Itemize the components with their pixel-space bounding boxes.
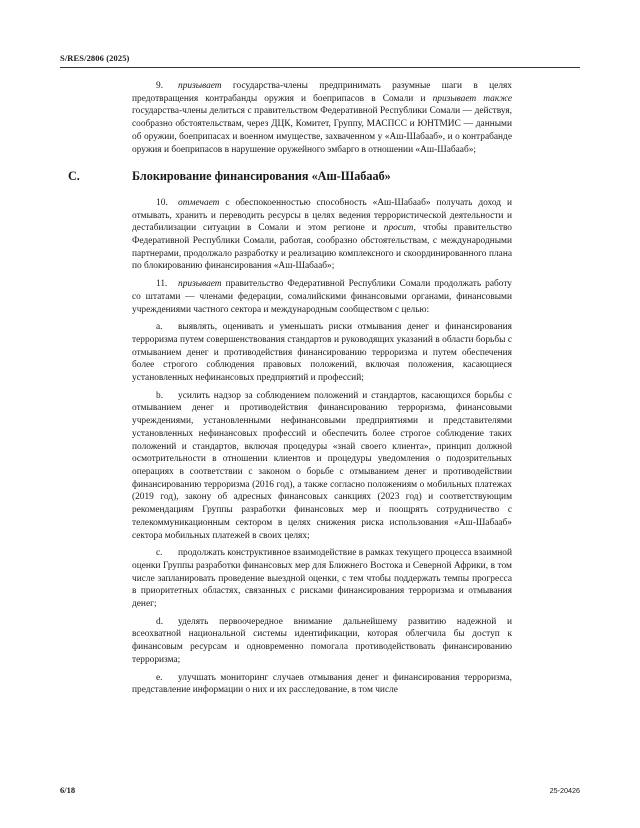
subparagraph-label: a.: [156, 322, 163, 333]
operative-verb: просит: [383, 223, 414, 234]
subparagraph-d: [132, 616, 512, 667]
subparagraph-text: выявлять, оценивать и уменьшать риски отмывания денег и финансирования терроризма путем совершенствования стандартов и руководящих указаний в области борьбы с отмыванием денег и противодействия финансированию терроризма и путем обеспечения более строгого соблюдения правовых положений, включая положения, касающиеся установленных нефинансовых предприятий и профессий;: [132, 322, 512, 384]
subparagraph-c: [132, 547, 512, 611]
operative-verb: призывает также: [432, 93, 513, 104]
subparagraph-a: [132, 321, 512, 385]
paragraph-number: 9.: [156, 81, 164, 91]
subparagraph-text: уделять первоочередное внимание дальнейшему развитию надежной и всеохватной национальной системы идентификации, которая облегчила бы доступ к финансовым ресурсам и одновременно помогала противодействовать финансированию терроризма;: [132, 616, 512, 665]
section-heading: [68, 170, 512, 183]
paragraph-text: , чтобы правительство Федеративной Республики Сомали, работая, сообразно обстоятельствам, с международными партнерами, продолжало разработку и реализацию комплексного и скоординированного плана по блокированию финансирования «Аш-Шабааб»;: [132, 223, 512, 272]
paragraph-text: государства-члены предпринимать разумные шаги в целях предотвращения контрабанды оружия и боеприпасов в Сомали и: [132, 81, 512, 104]
paragraph-number: 11.: [156, 279, 168, 290]
paragraph-text: государства-члены делиться с правительством Федеративной Республики Сомали — действуя, сообразно обстоятельствам, через ДЦК, Комитет, Группу, МАСПСС и ЮНТМИС — данными об оружии, боеприпасах и военном имуществе, захваченном у «Аш-Шабааб», и о контрабанде оружия и боеприпасов в нарушение оружейного эмбарго в отношении «Аш-Шабааб»;: [132, 106, 512, 155]
subparagraph-b: [132, 390, 512, 542]
paragraph-number: 10.: [156, 197, 168, 208]
paragraph-text: с обеспокоенностью способность «Аш-Шабааб» получать доход и отмывать, хранить и переводить ресурсы в целях ведения террористической деятельности и дестабилизации ситуации в Сомали и этом регионе и: [132, 197, 512, 234]
document-symbol: S/RES/2806 (2025): [60, 53, 130, 63]
subparagraph-label: b.: [156, 390, 164, 401]
subparagraph-text: улучшать мониторинг случаев отмывания денег и финансирования терроризма, представление информации о них и их расследование, в том числе: [132, 672, 512, 696]
document-body: [68, 80, 513, 702]
operative-verb: отмечает: [178, 197, 220, 208]
paragraph-text: правительство Федеративной Республики Сомали продолжать работу со штатами — членами федерации, сомалийскими финансовыми органами, финансовыми учреждениями частного сектора и международным сообществом с целью:: [132, 279, 512, 315]
paragraph-10: [132, 197, 512, 273]
operative-verb: призывает: [178, 81, 222, 91]
paragraph-11: [132, 278, 512, 316]
subparagraph-text: продолжать конструктивное взаимодействие в рамках текущего процесса взаимной оценки Группы разработки финансовых мер для Ближнего Востока и Северной Африки, в том числе запланировать проведение выездной оценки, с тем чтобы поддержать темпы прогресса в приоритетных областях, связанных с рисками финансирования терроризма и отмывания денег;: [132, 548, 513, 610]
paragraph-9: [132, 80, 512, 156]
subparagraph-label: e.: [156, 672, 163, 683]
subparagraph-text: усилить надзор за соблюдением положений и стандартов, касающихся борьбы с отмыванием денег и противодействия финансированию терроризма, финансовыми учреждениями, установленными нефинансовыми предприятиями и представителями установленных нефинансовых профессий и обеспечить более строгое соблюдение таких положений и стандартов, включая процедуры «знай своего клиента», принцип должной осмотрительности в отношении клиентов и процедуры уведомления о подозрительных операциях в соответствии с законом о борьбе с отмыванием денег и противодействии финансированию терроризма (2016 год), а также согласно положениям о мобильных платежах (2019 год), закону об адресных финансовых санкциях (2023 год) и соответствующим рекомендациям Группы разработки финансовых мер и поощрять сотрудничество с телекоммуникационным сектором в целях снижения риска использования «Аш-Шабааб» сектора мобильных платежей в своих целях;: [132, 390, 512, 541]
page-number: 6/18: [60, 785, 76, 795]
document-number: 25-20426: [549, 786, 580, 795]
subparagraph-label: c.: [156, 548, 163, 559]
operative-verb: призывает: [178, 279, 222, 290]
section-title: Блокирование финансирования «Аш-Шабааб»: [132, 169, 391, 184]
header-rule: [60, 67, 580, 68]
subparagraph-e: [132, 672, 512, 697]
section-letter: C.: [68, 169, 80, 184]
subparagraph-label: d.: [156, 616, 164, 627]
